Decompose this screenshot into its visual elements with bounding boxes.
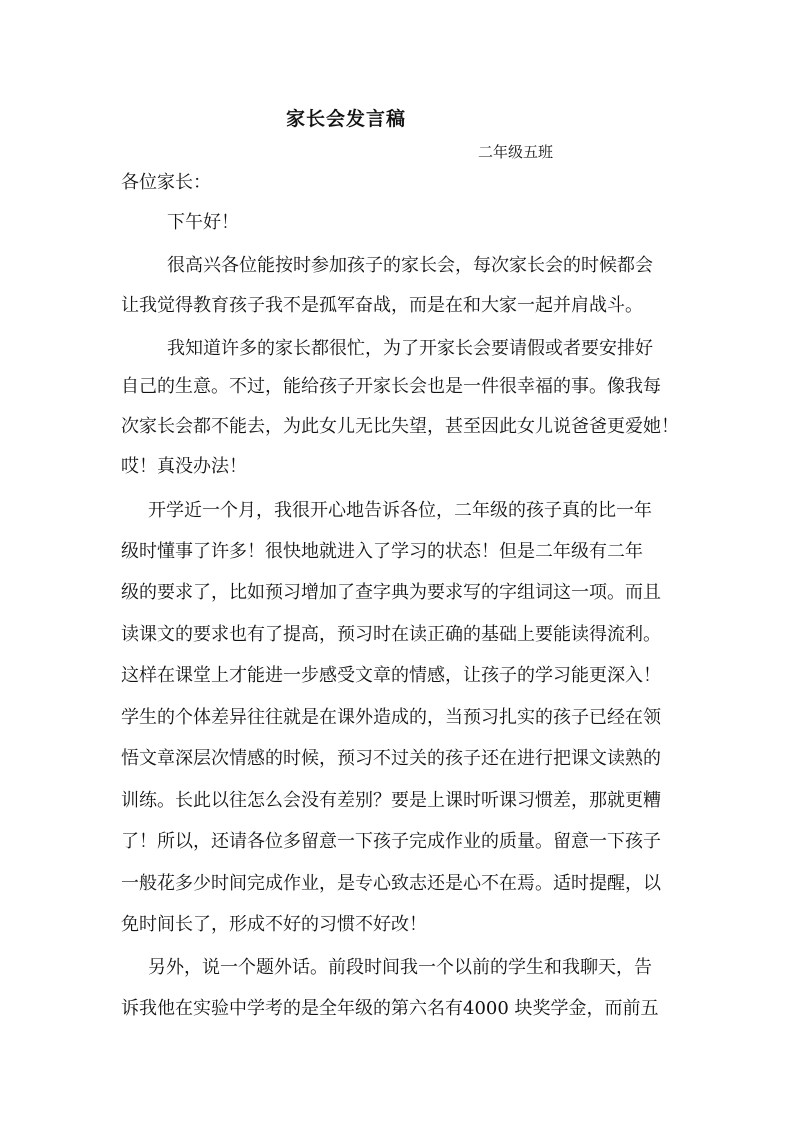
body-line: 另外，说一个题外话。前段时间我一个以前的学生和我聊天，告 <box>148 957 652 978</box>
body-line: 次家长会都不能去，为此女儿无比失望，甚至因此女儿说爸爸更爱她！ <box>121 416 679 437</box>
body-line: 自己的生意。不过，能给孩子开家长会也是一件很幸福的事。像我每 <box>121 376 661 397</box>
body-line: 一般花多少时间完成作业，是专心致志还是心不在焉。适时提醒，以 <box>121 873 661 894</box>
body-line: 级的要求了，比如预习增加了查字典为要求写的字组词这一项。而且 <box>121 582 661 603</box>
body-line: 读课文的要求也有了提高，预习时在读正确的基础上要能读得流利。 <box>121 624 661 645</box>
body-line: 哎！真没办法！ <box>121 456 247 477</box>
document-title: 家长会发言稿 <box>286 108 407 130</box>
salutation: 各位家长： <box>121 172 211 193</box>
class-name: 二年级五班 <box>478 143 554 161</box>
body-line: 诉我他在实验中学考的是全年级的第六名有4000 块奖学金，而前五 <box>121 998 659 1019</box>
body-line: 悟文章深层次情感的时候，预习不过关的孩子还在进行把课文读熟的 <box>121 748 661 769</box>
body-line: 级时懂事了许多！很快地就进入了学习的状态！但是二年级有二年 <box>121 541 643 562</box>
body-line: 了！所以，还请各位多留意一下孩子完成作业的质量。留意一下孩子 <box>121 831 661 852</box>
body-line: 学生的个体差异往往就是在课外造成的，当预习扎实的孩子已经在领 <box>121 707 661 728</box>
body-line: 开学近一个月，我很开心地告诉各位，二年级的孩子真的比一年 <box>148 500 652 521</box>
greeting: 下午好！ <box>167 212 239 233</box>
body-line: 很高兴各位能按时参加孩子的家长会，每次家长会的时候都会 <box>167 255 653 276</box>
body-line: 我知道许多的家长都很忙，为了开家长会要请假或者要安排好 <box>167 338 653 359</box>
body-line: 让我觉得教育孩子我不是孤军奋战，而是在和大家一起并肩战斗。 <box>121 295 643 316</box>
body-line: 训练。长此以往怎么会没有差别？要是上课时听课习惯差，那就更糟 <box>121 790 661 811</box>
body-line: 这样在课堂上才能进一步感受文章的情感，让孩子的学习能更深入！ <box>121 665 661 686</box>
body-line: 免时间长了，形成不好的习惯不好改！ <box>121 914 427 935</box>
